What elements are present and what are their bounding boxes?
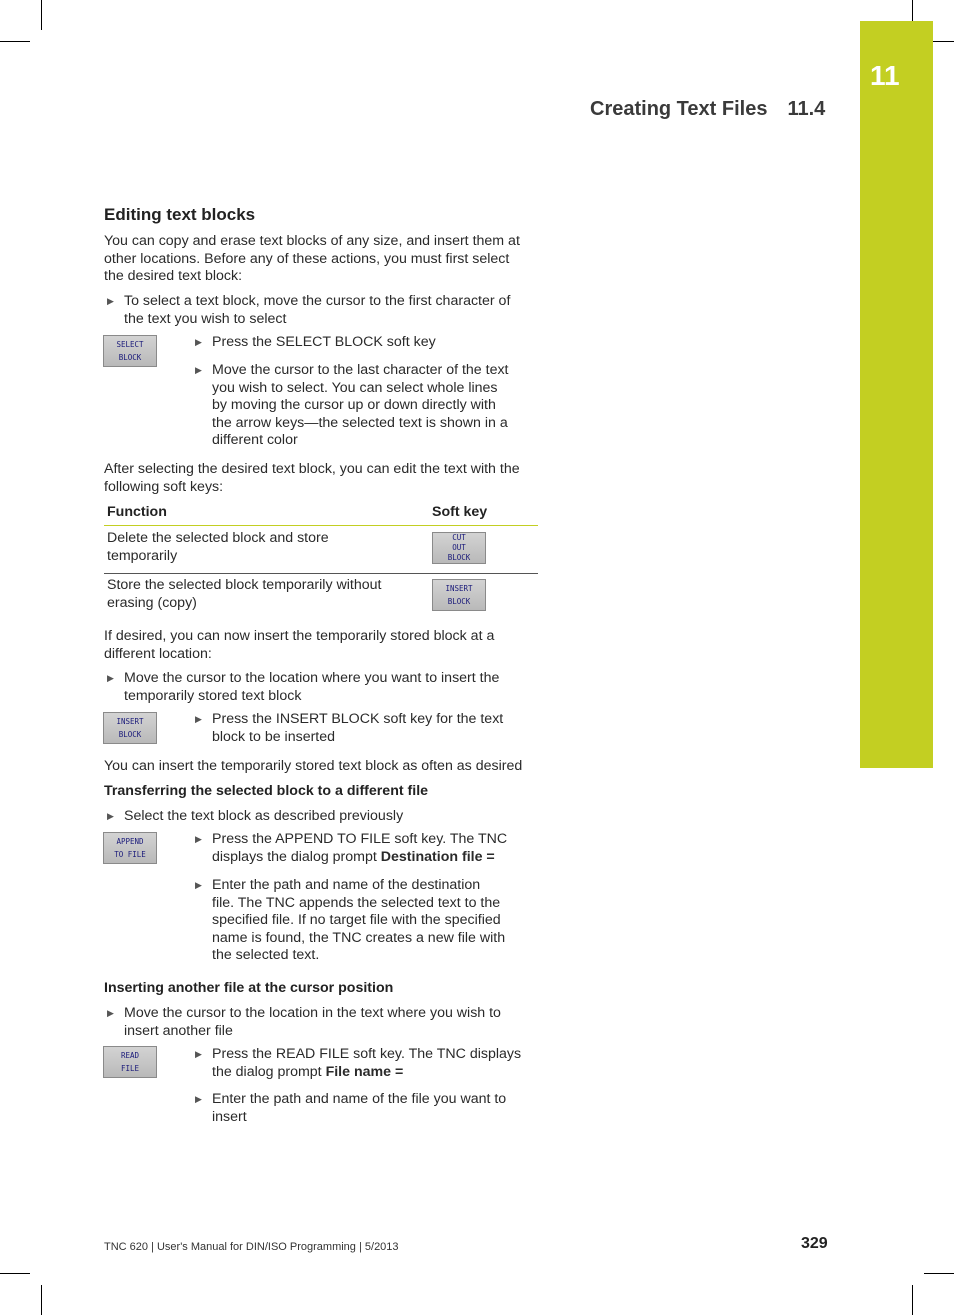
page-header bbox=[590, 98, 825, 121]
step-press-insert: Press the INSERT BLOCK soft key for the text block to be inserted bbox=[212, 711, 504, 745]
chapter-tab bbox=[860, 21, 933, 768]
softkey-insert-block: INSERT BLOCK bbox=[432, 579, 486, 611]
section-heading: Editing text blocks bbox=[104, 205, 256, 224]
chapter-number: 11 bbox=[870, 60, 900, 91]
crop-mark bbox=[924, 1273, 954, 1274]
bullet-arrow-icon: ▶ bbox=[195, 365, 202, 375]
step-move-cursor: Move the cursor to the last character of the text you wish to select. You can select whole lines by moving the cursor up or down directly with the arrow keys—the selected text is shown in a different color bbox=[212, 362, 509, 448]
step-press-append: Press the APPEND TO FILE soft key. The TNC displays the dialog prompt Destination file = bbox=[212, 831, 508, 865]
bullet-arrow-icon: ▶ bbox=[195, 714, 202, 724]
softkey-insert-block: INSERT BLOCK bbox=[103, 712, 157, 744]
bullet-arrow-icon: ▶ bbox=[195, 1049, 202, 1059]
insert-note: You can insert the temporarily stored text block as often as desired bbox=[104, 758, 523, 774]
table-row: Store the selected block temporarily without erasing (copy) bbox=[107, 577, 382, 611]
step-enter-file: Enter the path and name of the file you want to insert bbox=[212, 1091, 507, 1125]
step-select-start: To select a text block, move the cursor to the first character of the text you wish to select bbox=[124, 293, 511, 327]
step-select-block: Select the text block as described previously bbox=[124, 808, 404, 824]
bullet-arrow-icon: ▶ bbox=[195, 834, 202, 844]
table-header-rule bbox=[104, 525, 538, 526]
softkey-append-to-file: APPEND TO FILE bbox=[103, 832, 157, 864]
header-section-number: 11.4 bbox=[787, 98, 826, 120]
footer-text: TNC 620 | User's Manual for DIN/ISO Programming | 5/2013 bbox=[104, 1241, 399, 1253]
crop-mark bbox=[41, 1285, 42, 1315]
table-header-function: Function bbox=[107, 504, 167, 520]
table-header-softkey: Soft key bbox=[432, 504, 488, 520]
crop-mark bbox=[41, 0, 42, 30]
bullet-arrow-icon: ▶ bbox=[195, 1094, 202, 1104]
step-move-insert: Move the cursor to the location where you want to insert the temporarily stored text block bbox=[124, 670, 500, 704]
softkey-read-file: READ FILE bbox=[103, 1046, 157, 1078]
softkey-cut-out-block: CUT OUT BLOCK bbox=[432, 532, 486, 564]
insert-paragraph: If desired, you can now insert the temporarily stored block at a different location: bbox=[104, 628, 495, 662]
softkey-select-block: SELECT BLOCK bbox=[103, 335, 157, 367]
table-row: Delete the selected block and store temporarily bbox=[107, 530, 329, 564]
bullet-arrow-icon: ▶ bbox=[107, 1008, 114, 1018]
bullet-arrow-icon: ▶ bbox=[195, 337, 202, 347]
subheading-transfer: Transferring the selected block to a different file bbox=[104, 783, 429, 799]
header-title: Creating Text Files bbox=[590, 98, 768, 120]
bullet-arrow-icon: ▶ bbox=[107, 811, 114, 821]
step-move-file: Move the cursor to the location in the text where you wish to insert another file bbox=[124, 1005, 501, 1039]
bullet-arrow-icon: ▶ bbox=[107, 673, 114, 683]
crop-mark bbox=[0, 1273, 30, 1274]
page-number: 329 bbox=[801, 1235, 828, 1252]
step-press-read: Press the READ FILE soft key. The TNC displays the dialog prompt File name = bbox=[212, 1046, 522, 1080]
bullet-arrow-icon: ▶ bbox=[195, 880, 202, 890]
intro-paragraph: You can copy and erase text blocks of any size, and insert them at other locations. Before any of these actions, you must first select the desired text block: bbox=[104, 233, 520, 284]
crop-mark bbox=[0, 41, 30, 42]
step-enter-destination: Enter the path and name of the destination file. The TNC appends the selected text to the specified file. If no target file with the specified name is found, the TNC creates a new file with the selected text. bbox=[212, 877, 506, 963]
table-row-rule bbox=[104, 573, 538, 574]
crop-mark bbox=[912, 1285, 913, 1315]
bullet-arrow-icon: ▶ bbox=[107, 296, 114, 306]
after-select-paragraph: After selecting the desired text block, you can edit the text with the following soft keys: bbox=[104, 461, 520, 495]
subheading-insert-file: Inserting another file at the cursor position bbox=[104, 980, 394, 996]
step-press-select: Press the SELECT BLOCK soft key bbox=[212, 334, 436, 350]
